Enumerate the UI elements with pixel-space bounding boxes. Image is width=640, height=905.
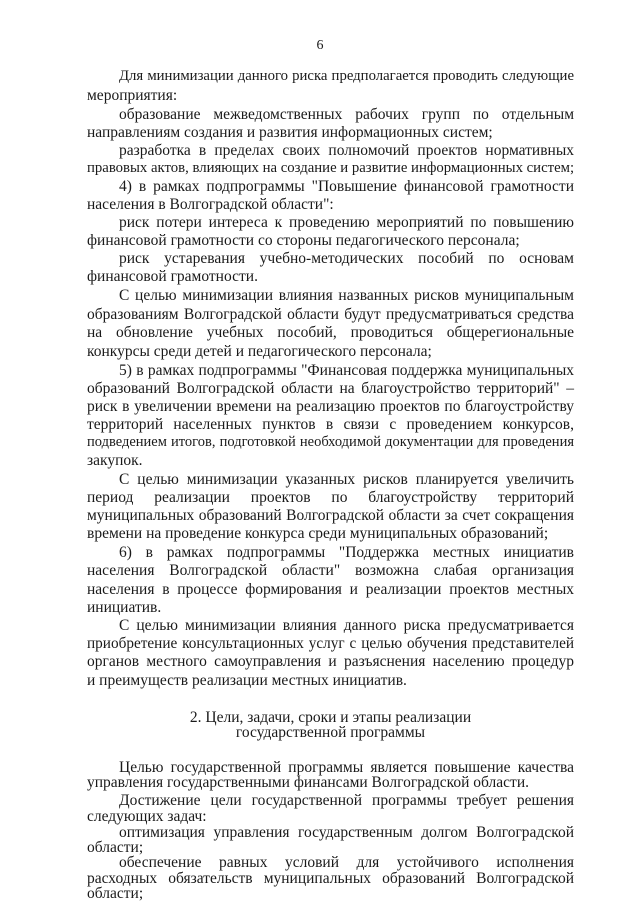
text-line: оптимизация управления государственным долгом Волгоградской (119, 823, 574, 841)
text-line: обеспечение равных условий для устойчивого исполнения (119, 854, 574, 872)
text-line: на обновление учебных пособий, проводиться общерегиональные (87, 324, 574, 341)
text-line: Для минимизации данного риска предполагается проводить следующие (119, 68, 574, 84)
page-number: 6 (316, 38, 324, 53)
text-line: риск устаревания учебно-методических пособий по основам (119, 250, 574, 267)
text-line: С целью минимизации влияния названных рисков муниципальным (119, 287, 574, 304)
text-line: С целью минимизации влияния данного риска предусматривается (119, 617, 574, 634)
text-line: муниципальных образований Волгоградской области за счет сокращения (87, 507, 574, 524)
text-line: Целью государственной программы является повышение качества (119, 759, 574, 777)
text-line: 6) в рамках подпрограммы "Поддержка местных инициатив (119, 544, 574, 561)
text-line: финансовой грамотности со стороны педагогического персонала; (87, 232, 520, 249)
text-line: территорий населенных пунктов в связи с проведением конкурсов, (87, 416, 574, 433)
text-line: разработка в пределах своих полномочий проектов нормативных (119, 142, 574, 159)
text-line: мероприятия: (87, 87, 178, 104)
text-line: подведением итогов, подготовкой необходимой документации для проведения (87, 434, 574, 450)
text-line: следующих задач: (87, 807, 207, 825)
text-line: образованиям Волгоградской области будут предусматриваться средства (87, 306, 574, 323)
text-line: Достижение цели государственной программы требует решения (119, 792, 574, 810)
text-line: риск в увеличении времени на реализацию проектов по благоустройству (87, 398, 574, 415)
text-line: населения в Волгоградской области": (87, 196, 334, 213)
text-line: образований Волгоградской области на благоустройство территорий" – (87, 380, 574, 397)
text-line: риск потери интереса к проведению мероприятий по повышению (119, 214, 574, 231)
text-line: времени на проведение конкурса среди муниципальных образований; (87, 525, 549, 542)
text-line: 4) в рамках подпрограммы "Повышение финансовой грамотности (119, 178, 574, 195)
text-line: финансовой грамотности. (87, 268, 258, 285)
text-line: образование межведомственных рабочих групп по отдельным (119, 106, 574, 123)
text-line: управления государственными финансами Волгоградской области. (87, 774, 529, 792)
text-line: и преимуществ реализации местных инициатив. (87, 672, 407, 689)
section-heading-line: государственной программы (235, 724, 426, 742)
text-line: направлениям создания и развития информационных систем; (87, 124, 493, 141)
text-line: период реализации проектов по благоустройству территорий (87, 489, 574, 506)
text-line: закупок. (87, 452, 143, 469)
text-line: конкурсы среди детей и педагогического персонала; (87, 343, 432, 360)
text-line: населения в процессе формирования и реализации проектов местных (87, 581, 574, 598)
text-line: приобретение консультационных услуг с целью обучения представителей (87, 635, 574, 652)
text-line: органов местного самоуправления и разъяснения населению процедур (87, 653, 574, 670)
text-line: области; (87, 885, 144, 902)
text-line: 5) в рамках подпрограммы "Финансовая поддержка муниципальных (119, 362, 574, 379)
text-line: расходных обязательств муниципальных образований Волгоградской (87, 869, 574, 887)
section-heading-line: 2. Цели, задачи, сроки и этапы реализации (189, 709, 472, 726)
text-line: населения Волгоградской области" возможна слабая организация (87, 562, 574, 579)
text-line: правовых актов, влияющих на создание и развитие информационных систем; (87, 160, 575, 176)
text-line: С целью минимизации указанных рисков планируется увеличить (119, 471, 574, 488)
text-line: области; (87, 839, 144, 857)
text-line: инициатив. (87, 599, 162, 616)
